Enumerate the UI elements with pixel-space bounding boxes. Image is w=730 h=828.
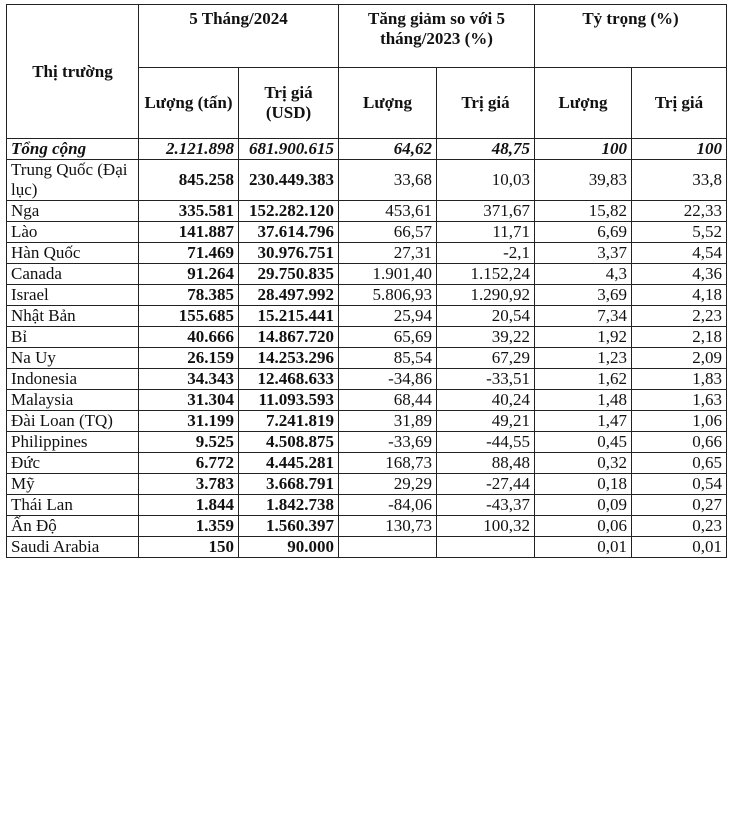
cell-quantity-share: 1,92 [535,327,632,348]
cell-value-share: 0,23 [632,516,727,537]
table-row [7,306,727,327]
table-row [7,243,727,264]
cell-value: 14.253.296 [239,348,339,369]
cell-quantity: 78.385 [139,285,239,306]
cell-value-change: 11,71 [437,222,535,243]
cell-quantity-change: 85,54 [339,348,437,369]
header-market: Thị trường [7,5,139,139]
cell-value-change: 1.152,24 [437,264,535,285]
table-body [7,139,727,558]
cell-quantity-share: 100 [535,139,632,160]
cell-value-share: 33,8 [632,160,727,201]
cell-quantity-share: 0,45 [535,432,632,453]
table-row [7,474,727,495]
cell-value-share: 0,65 [632,453,727,474]
cell-market: Mỹ [7,474,139,495]
cell-quantity: 71.469 [139,243,239,264]
cell-market: Trung Quốc (Đại lục) [7,160,139,201]
cell-quantity: 34.343 [139,369,239,390]
cell-value: 11.093.593 [239,390,339,411]
cell-market: Nhật Bản [7,306,139,327]
cell-value-change: 100,32 [437,516,535,537]
cell-quantity-share: 15,82 [535,201,632,222]
table-row [7,495,727,516]
cell-value: 7.241.819 [239,411,339,432]
cell-value-share: 0,27 [632,495,727,516]
cell-value-share: 100 [632,139,727,160]
cell-quantity: 40.666 [139,327,239,348]
cell-quantity-share: 4,3 [535,264,632,285]
cell-value-change: 67,29 [437,348,535,369]
cell-quantity: 845.258 [139,160,239,201]
cell-quantity-change: 31,89 [339,411,437,432]
cell-quantity-share: 1,47 [535,411,632,432]
cell-market: Canada [7,264,139,285]
cell-quantity-change: -34,86 [339,369,437,390]
cell-value: 4.445.281 [239,453,339,474]
cell-value: 14.867.720 [239,327,339,348]
cell-value-share: 1,83 [632,369,727,390]
header-change-value: Trị giá [437,68,535,139]
cell-quantity: 1.844 [139,495,239,516]
cell-market: Bỉ [7,327,139,348]
cell-quantity-change [339,537,437,558]
cell-value-change: 10,03 [437,160,535,201]
cell-value: 1.560.397 [239,516,339,537]
cell-value-change [437,537,535,558]
header-change: Tăng giảm so với 5 tháng/2023 (%) [339,5,535,68]
cell-market: Nga [7,201,139,222]
cell-quantity-share: 1,48 [535,390,632,411]
cell-quantity-share: 3,37 [535,243,632,264]
table-row [7,516,727,537]
cell-quantity-change: 64,62 [339,139,437,160]
header-share: Tỷ trọng (%) [535,5,727,68]
cell-value: 681.900.615 [239,139,339,160]
table-row [7,411,727,432]
cell-value-change: 371,67 [437,201,535,222]
cell-quantity-change: 168,73 [339,453,437,474]
cell-value: 37.614.796 [239,222,339,243]
cell-market: Philippines [7,432,139,453]
header-value-usd: Trị giá (USD) [239,68,339,139]
cell-market: Đài Loan (TQ) [7,411,139,432]
cell-quantity-change: 5.806,93 [339,285,437,306]
cell-quantity-share: 0,06 [535,516,632,537]
cell-quantity-share: 1,23 [535,348,632,369]
cell-value: 12.468.633 [239,369,339,390]
cell-market: Đức [7,453,139,474]
cell-quantity: 31.304 [139,390,239,411]
cell-quantity: 6.772 [139,453,239,474]
cell-quantity: 1.359 [139,516,239,537]
cell-value-change: -33,51 [437,369,535,390]
market-data-table [6,4,727,558]
cell-market: Tổng cộng [7,139,139,160]
cell-quantity: 9.525 [139,432,239,453]
table-row [7,537,727,558]
cell-value: 1.842.738 [239,495,339,516]
cell-value-share: 22,33 [632,201,727,222]
cell-quantity: 31.199 [139,411,239,432]
cell-quantity: 150 [139,537,239,558]
cell-value-change: -43,37 [437,495,535,516]
table-row [7,201,727,222]
cell-value-share: 4,36 [632,264,727,285]
cell-market: Lào [7,222,139,243]
cell-quantity-share: 0,09 [535,495,632,516]
header-share-value: Trị giá [632,68,727,139]
cell-market: Thái Lan [7,495,139,516]
cell-quantity: 141.887 [139,222,239,243]
table-row [7,432,727,453]
header-share-quantity: Lượng [535,68,632,139]
cell-value-change: -44,55 [437,432,535,453]
cell-value-share: 4,54 [632,243,727,264]
cell-quantity-change: 33,68 [339,160,437,201]
cell-market: Hàn Quốc [7,243,139,264]
cell-value-change: 88,48 [437,453,535,474]
cell-value-change: 40,24 [437,390,535,411]
table-row [7,222,727,243]
cell-quantity-change: 65,69 [339,327,437,348]
cell-quantity-change: 130,73 [339,516,437,537]
cell-value-change: 39,22 [437,327,535,348]
cell-value: 4.508.875 [239,432,339,453]
cell-value: 29.750.835 [239,264,339,285]
cell-quantity: 335.581 [139,201,239,222]
cell-quantity-change: 68,44 [339,390,437,411]
cell-value-share: 0,66 [632,432,727,453]
cell-quantity-share: 39,83 [535,160,632,201]
cell-quantity: 155.685 [139,306,239,327]
cell-value: 15.215.441 [239,306,339,327]
table-row [7,264,727,285]
table-row [7,390,727,411]
cell-quantity-share: 6,69 [535,222,632,243]
cell-market: Israel [7,285,139,306]
cell-value: 30.976.751 [239,243,339,264]
cell-value-share: 4,18 [632,285,727,306]
table-row [7,348,727,369]
cell-market: Malaysia [7,390,139,411]
table-row [7,160,727,201]
table-row [7,285,727,306]
cell-market: Saudi Arabia [7,537,139,558]
cell-value: 230.449.383 [239,160,339,201]
cell-market: Indonesia [7,369,139,390]
cell-quantity: 26.159 [139,348,239,369]
cell-value-change: -27,44 [437,474,535,495]
cell-quantity-change: -33,69 [339,432,437,453]
header-change-quantity: Lượng [339,68,437,139]
cell-quantity-change: 25,94 [339,306,437,327]
cell-value: 3.668.791 [239,474,339,495]
cell-quantity-share: 1,62 [535,369,632,390]
cell-value-change: 20,54 [437,306,535,327]
cell-quantity-share: 0,01 [535,537,632,558]
cell-quantity-share: 7,34 [535,306,632,327]
cell-quantity: 3.783 [139,474,239,495]
header-quantity-tons: Lượng (tấn) [139,68,239,139]
cell-quantity-change: 1.901,40 [339,264,437,285]
cell-quantity-change: -84,06 [339,495,437,516]
cell-market: Na Uy [7,348,139,369]
cell-quantity: 91.264 [139,264,239,285]
cell-quantity-share: 3,69 [535,285,632,306]
cell-value: 152.282.120 [239,201,339,222]
cell-value-share: 1,06 [632,411,727,432]
cell-quantity-change: 27,31 [339,243,437,264]
table-row [7,327,727,348]
cell-value-change: 48,75 [437,139,535,160]
cell-quantity-share: 0,32 [535,453,632,474]
cell-quantity-change: 453,61 [339,201,437,222]
cell-value: 28.497.992 [239,285,339,306]
cell-value-change: 1.290,92 [437,285,535,306]
cell-market: Ấn Độ [7,516,139,537]
cell-value-share: 0,54 [632,474,727,495]
cell-quantity: 2.121.898 [139,139,239,160]
total-row [7,139,727,160]
cell-value-share: 0,01 [632,537,727,558]
table-row [7,453,727,474]
cell-value-share: 2,23 [632,306,727,327]
cell-value-change: 49,21 [437,411,535,432]
header-period: 5 Tháng/2024 [139,5,339,68]
cell-value-change: -2,1 [437,243,535,264]
cell-value-share: 2,18 [632,327,727,348]
cell-value-share: 2,09 [632,348,727,369]
cell-quantity-share: 0,18 [535,474,632,495]
cell-quantity-change: 29,29 [339,474,437,495]
table-row [7,369,727,390]
cell-value-share: 1,63 [632,390,727,411]
cell-quantity-change: 66,57 [339,222,437,243]
cell-value-share: 5,52 [632,222,727,243]
cell-value: 90.000 [239,537,339,558]
